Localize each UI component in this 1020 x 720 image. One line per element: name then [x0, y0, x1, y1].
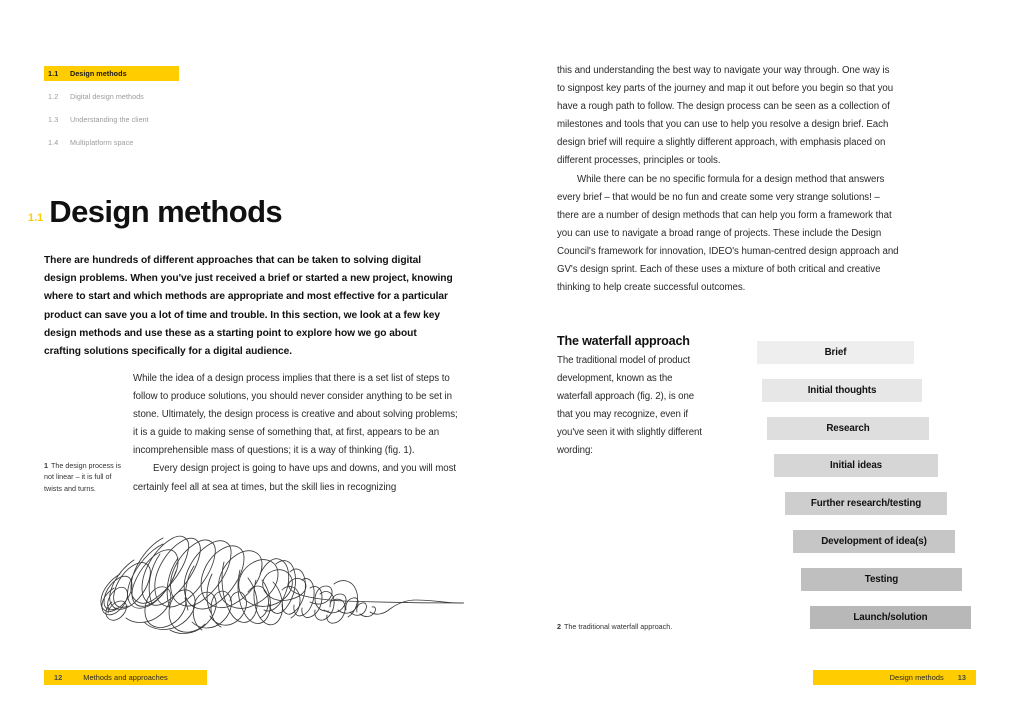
- waterfall-heading: The waterfall approach: [557, 334, 690, 348]
- waterfall-stage-label: Initial thoughts: [807, 385, 877, 396]
- footer-left-page-number: 12: [54, 673, 63, 682]
- right-paragraph-1: this and understanding the best way to navigate your way through. One way is to signpost key parts of the journey and map it out before you begin so that you have a rough path to follow. The design process can be seen as a collection of milestones and tools that you can use to help you resolve a design brief. Each design brief will require a slightly different approach, with emphasis placed on different processes, principles or tools.: [557, 65, 894, 167]
- lead-paragraph: There are hundreds of different approaches that can be taken to solving digital design problems. When you've just received a brief or started a new project, knowing where to start and which methods are appropriate and most effective for a particular product can save you a lot of time and trouble. In this section, we look at a few key design methods and use these as a starting point to explore how we go about crafting solutions specifically for a digital audience.: [44, 255, 453, 358]
- footer-right-page-number: 13: [957, 673, 966, 682]
- scribble-illustration: [74, 518, 464, 640]
- toc-item-number: 1.2: [48, 92, 59, 101]
- figure-2-number: 2: [557, 622, 561, 631]
- waterfall-body-text: The traditional model of product development, known as the waterfall approach (fig. 2), is one that you may recognize, even if you've seen it with slightly different wording:: [557, 355, 702, 457]
- toc-item-1-1[interactable]: [44, 66, 179, 81]
- page-title: [28, 196, 282, 227]
- waterfall-stage-launch-solution[interactable]: [810, 606, 971, 629]
- waterfall-stage-initial-thoughts[interactable]: [762, 379, 922, 402]
- left-column-body: [133, 370, 460, 497]
- waterfall-stage-further-research-testing[interactable]: [785, 492, 947, 515]
- footer-right-page: [813, 670, 976, 685]
- waterfall-stage-research[interactable]: [767, 417, 929, 440]
- toc-item-number: 1.1: [48, 69, 59, 78]
- page-title-number: 1.1: [28, 212, 44, 224]
- left-paragraph-1: While the idea of a design process implies that there is a set list of steps to follow to produce solutions, you should never consider anything to be set in stone. Ultimately, the design process is creative and about solving problems; it is a guide to making sense of something that, at first, appears to be an incomprehensible mass of questions; it is a way of thinking (fig. 1).: [133, 373, 458, 457]
- waterfall-stage-label: Research: [826, 423, 870, 434]
- toc-item-label: Digital design methods: [70, 92, 144, 101]
- waterfall-stage-testing[interactable]: [801, 568, 962, 591]
- waterfall-stage-initial-ideas[interactable]: [774, 454, 938, 477]
- toc-item-1-2[interactable]: [44, 89, 179, 104]
- footer-right-label: Design methods: [889, 673, 944, 682]
- figure-1-number: 1: [44, 461, 48, 470]
- toc-item-number: 1.4: [48, 138, 59, 147]
- toc-item-1-4[interactable]: [44, 135, 179, 150]
- waterfall-stage-label: Initial ideas: [829, 460, 883, 471]
- page-title-text: Design methods: [49, 194, 283, 229]
- figure-1-caption: [44, 460, 130, 494]
- waterfall-stage-label: Brief: [824, 347, 847, 358]
- right-column-body: [557, 62, 900, 297]
- figure-2-caption-text: The traditional waterfall approach.: [564, 622, 673, 631]
- footer-left-page: [44, 670, 207, 685]
- toc-item-label: Multiplatform space: [70, 138, 134, 147]
- waterfall-stage-label: Launch/solution: [853, 612, 928, 623]
- toc-item-label: Design methods: [70, 69, 127, 78]
- waterfall-stage-development-of-ideas[interactable]: [793, 530, 955, 553]
- right-paragraph-2: While there can be no specific formula for a design method that answers every brief – that would be no fun and create some very strange solutions! – there are a number of design methods that can help you form a framework that you can use to navigate a broad range of projects. These include the Design Council's framework for innovation, IDEO's human-centred design approach and GV's design sprint. Each of these uses a mixture of both critical and creative thinking to help create successful outcomes.: [557, 173, 899, 294]
- waterfall-stage-label: Development of idea(s): [821, 536, 927, 547]
- waterfall-stage-label: Testing: [864, 574, 899, 585]
- figure-1-caption-text: The design process is not linear – it is full of twists and turns.: [44, 461, 121, 493]
- waterfall-stage-label: Further research/testing: [810, 498, 922, 509]
- chapter-toc: [44, 66, 179, 158]
- toc-item-label: Understanding the client: [70, 115, 149, 124]
- footer-left-label: Methods and approaches: [83, 673, 168, 682]
- left-paragraph-2: Every design project is going to have ups and downs, and you will most certainly feel all at sea at times, but the skill lies in recognizing: [133, 463, 457, 493]
- figure-2-caption: [557, 621, 672, 632]
- toc-item-number: 1.3: [48, 115, 59, 124]
- waterfall-stage-brief[interactable]: [757, 341, 914, 364]
- toc-item-1-3[interactable]: [44, 112, 179, 127]
